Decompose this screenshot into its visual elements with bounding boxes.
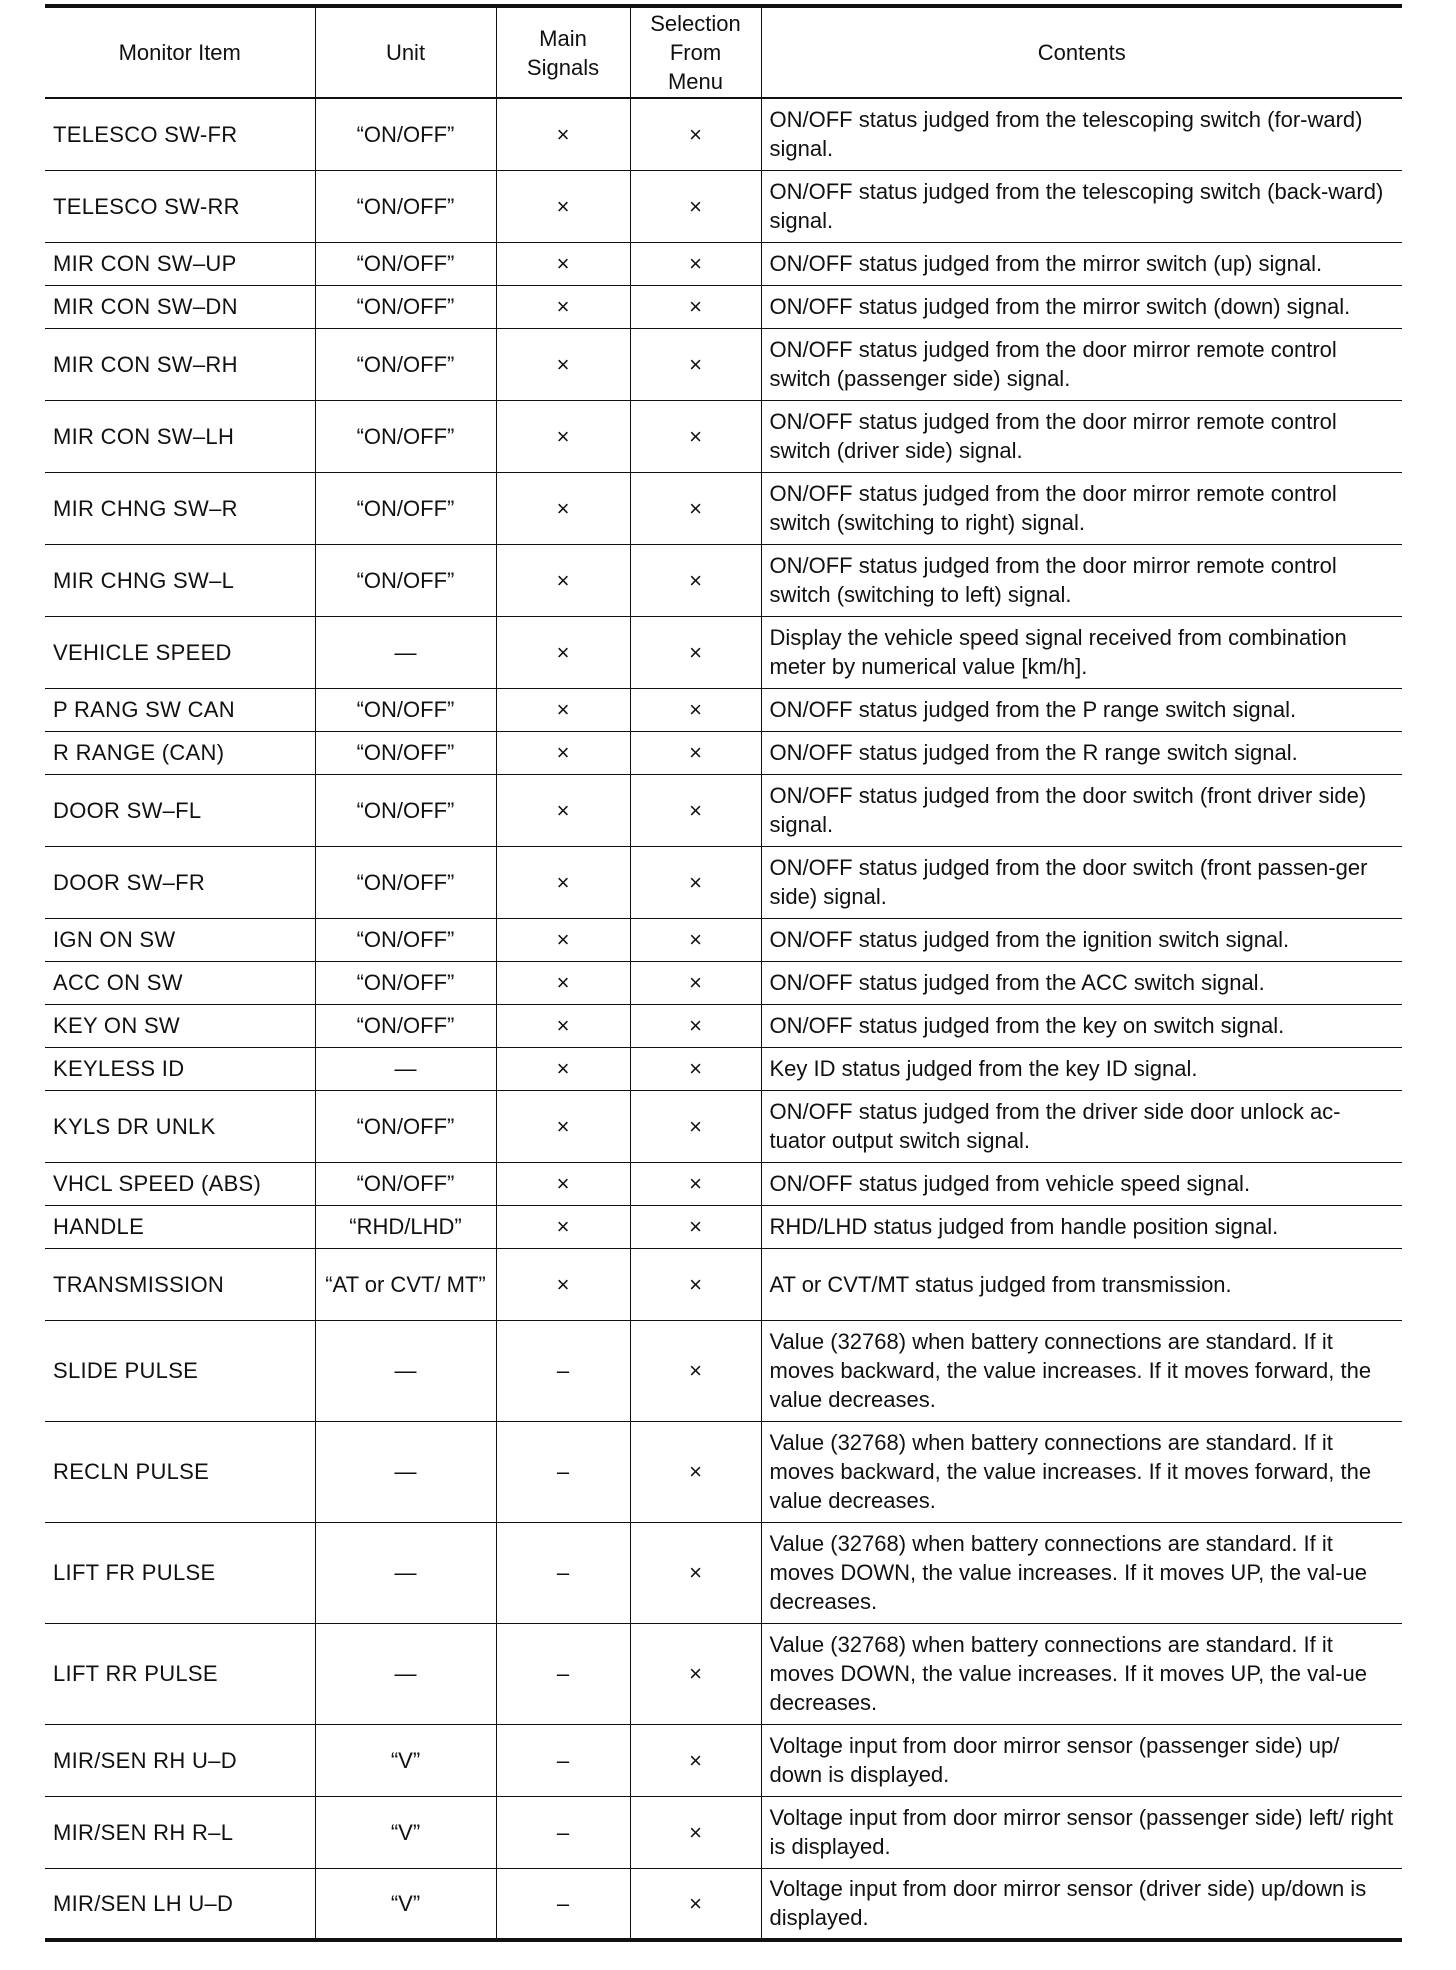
- selection-cell: ×: [630, 472, 761, 544]
- monitor-item-cell: KEY ON SW: [45, 1004, 315, 1047]
- selection-cell: ×: [630, 846, 761, 918]
- unit-cell: —: [315, 616, 496, 688]
- main-signals-cell: ×: [496, 98, 630, 170]
- monitor-item-cell: LIFT RR PULSE: [45, 1623, 315, 1724]
- selection-cell: ×: [630, 774, 761, 846]
- contents-cell: ON/OFF status judged from the P range switch signal.: [761, 688, 1402, 731]
- main-signals-cell: –: [496, 1522, 630, 1623]
- selection-cell: ×: [630, 1320, 761, 1421]
- contents-cell: ON/OFF status judged from the door switch (front passen-ger side) signal.: [761, 846, 1402, 918]
- contents-cell: ON/OFF status judged from the mirror switch (up) signal.: [761, 242, 1402, 285]
- contents-cell: ON/OFF status judged from the door mirror remote control switch (switching to left) signal.: [761, 544, 1402, 616]
- monitor-item-cell: KEYLESS ID: [45, 1047, 315, 1090]
- monitor-item-cell: MIR CON SW–UP: [45, 242, 315, 285]
- contents-cell: Value (32768) when battery connections are standard. If it moves backward, the value increases. If it moves forward, the value decreases.: [761, 1421, 1402, 1522]
- contents-cell: ON/OFF status judged from the telescoping switch (back-ward) signal.: [761, 170, 1402, 242]
- contents-cell: ON/OFF status judged from vehicle speed signal.: [761, 1162, 1402, 1205]
- selection-cell: ×: [630, 242, 761, 285]
- header-main-signals: Main Signals: [496, 6, 630, 98]
- unit-cell: —: [315, 1522, 496, 1623]
- contents-cell: Voltage input from door mirror sensor (passenger side) left/ right is displayed.: [761, 1796, 1402, 1868]
- unit-cell: “RHD/LHD”: [315, 1205, 496, 1248]
- unit-cell: “ON/OFF”: [315, 731, 496, 774]
- selection-cell: ×: [630, 961, 761, 1004]
- table-row: [45, 98, 1402, 170]
- table-row: [45, 1047, 1402, 1090]
- table-row: [45, 1421, 1402, 1522]
- table-row: [45, 328, 1402, 400]
- unit-cell: “ON/OFF”: [315, 918, 496, 961]
- unit-cell: “ON/OFF”: [315, 400, 496, 472]
- monitor-item-cell: HANDLE: [45, 1205, 315, 1248]
- selection-cell: ×: [630, 1796, 761, 1868]
- selection-cell: ×: [630, 1623, 761, 1724]
- header-row: [45, 6, 1402, 98]
- selection-cell: ×: [630, 616, 761, 688]
- main-signals-cell: ×: [496, 170, 630, 242]
- main-signals-cell: ×: [496, 1248, 630, 1320]
- table-row: [45, 1090, 1402, 1162]
- main-signals-cell: ×: [496, 1205, 630, 1248]
- monitor-item-cell: MIR CHNG SW–R: [45, 472, 315, 544]
- selection-cell: ×: [630, 1868, 761, 1940]
- contents-cell: ON/OFF status judged from the R range switch signal.: [761, 731, 1402, 774]
- table-row: [45, 1796, 1402, 1868]
- selection-cell: ×: [630, 1248, 761, 1320]
- unit-cell: “ON/OFF”: [315, 961, 496, 1004]
- monitor-item-cell: MIR CON SW–LH: [45, 400, 315, 472]
- selection-cell: ×: [630, 544, 761, 616]
- table-row: [45, 961, 1402, 1004]
- table-row: [45, 1724, 1402, 1796]
- unit-cell: “ON/OFF”: [315, 688, 496, 731]
- table-row: [45, 688, 1402, 731]
- unit-cell: “V”: [315, 1724, 496, 1796]
- contents-cell: ON/OFF status judged from the door mirror remote control switch (driver side) signal.: [761, 400, 1402, 472]
- monitor-item-cell: DOOR SW–FR: [45, 846, 315, 918]
- selection-cell: ×: [630, 1090, 761, 1162]
- contents-cell: ON/OFF status judged from the driver side door unlock ac-tuator output switch signal.: [761, 1090, 1402, 1162]
- selection-cell: ×: [630, 1522, 761, 1623]
- header-contents: Contents: [761, 6, 1402, 98]
- monitor-item-cell: MIR/SEN RH U–D: [45, 1724, 315, 1796]
- selection-cell: ×: [630, 285, 761, 328]
- contents-cell: ON/OFF status judged from the door switch (front driver side) signal.: [761, 774, 1402, 846]
- selection-cell: ×: [630, 1162, 761, 1205]
- contents-cell: ON/OFF status judged from the ignition switch signal.: [761, 918, 1402, 961]
- table-row: [45, 918, 1402, 961]
- main-signals-cell: ×: [496, 616, 630, 688]
- monitor-item-cell: TELESCO SW-FR: [45, 98, 315, 170]
- unit-cell: “ON/OFF”: [315, 1090, 496, 1162]
- monitor-item-cell: TELESCO SW-RR: [45, 170, 315, 242]
- table-row: [45, 1868, 1402, 1940]
- table-row: [45, 1320, 1402, 1421]
- main-signals-cell: –: [496, 1868, 630, 1940]
- unit-cell: “ON/OFF”: [315, 285, 496, 328]
- selection-cell: ×: [630, 400, 761, 472]
- table-row: [45, 1522, 1402, 1623]
- main-signals-cell: ×: [496, 242, 630, 285]
- main-signals-cell: –: [496, 1724, 630, 1796]
- selection-cell: ×: [630, 1724, 761, 1796]
- unit-cell: “ON/OFF”: [315, 98, 496, 170]
- unit-cell: “V”: [315, 1868, 496, 1940]
- selection-cell: ×: [630, 170, 761, 242]
- unit-cell: “ON/OFF”: [315, 544, 496, 616]
- contents-cell: ON/OFF status judged from the door mirror remote control switch (switching to right) signal.: [761, 472, 1402, 544]
- table-header: [45, 6, 1402, 98]
- main-signals-cell: –: [496, 1320, 630, 1421]
- main-signals-cell: ×: [496, 846, 630, 918]
- unit-cell: —: [315, 1320, 496, 1421]
- main-signals-cell: ×: [496, 774, 630, 846]
- contents-cell: Display the vehicle speed signal received from combination meter by numerical value [km/h].: [761, 616, 1402, 688]
- contents-cell: ON/OFF status judged from the door mirror remote control switch (passenger side) signal.: [761, 328, 1402, 400]
- table-row: [45, 544, 1402, 616]
- monitor-item-cell: MIR CON SW–RH: [45, 328, 315, 400]
- table-row: [45, 242, 1402, 285]
- table-row: [45, 170, 1402, 242]
- main-signals-cell: ×: [496, 1047, 630, 1090]
- monitor-item-cell: MIR CHNG SW–L: [45, 544, 315, 616]
- unit-cell: “ON/OFF”: [315, 1162, 496, 1205]
- monitor-item-table: [45, 4, 1402, 1942]
- table-row: [45, 774, 1402, 846]
- main-signals-cell: ×: [496, 544, 630, 616]
- contents-cell: ON/OFF status judged from the key on switch signal.: [761, 1004, 1402, 1047]
- selection-cell: ×: [630, 731, 761, 774]
- main-signals-cell: ×: [496, 961, 630, 1004]
- table-row: [45, 616, 1402, 688]
- monitor-item-cell: VHCL SPEED (ABS): [45, 1162, 315, 1205]
- monitor-item-cell: DOOR SW–FL: [45, 774, 315, 846]
- main-signals-cell: –: [496, 1421, 630, 1522]
- unit-cell: “ON/OFF”: [315, 774, 496, 846]
- unit-cell: “ON/OFF”: [315, 170, 496, 242]
- table-row: [45, 1004, 1402, 1047]
- monitor-item-cell: KYLS DR UNLK: [45, 1090, 315, 1162]
- main-signals-cell: ×: [496, 472, 630, 544]
- selection-cell: ×: [630, 1421, 761, 1522]
- contents-cell: ON/OFF status judged from the ACC switch signal.: [761, 961, 1402, 1004]
- table-row: [45, 285, 1402, 328]
- table-row: [45, 1248, 1402, 1320]
- table-row: [45, 731, 1402, 774]
- monitor-item-cell: VEHICLE SPEED: [45, 616, 315, 688]
- selection-cell: ×: [630, 328, 761, 400]
- main-signals-cell: ×: [496, 400, 630, 472]
- selection-cell: ×: [630, 918, 761, 961]
- main-signals-cell: ×: [496, 731, 630, 774]
- contents-cell: Voltage input from door mirror sensor (passenger side) up/ down is displayed.: [761, 1724, 1402, 1796]
- selection-cell: ×: [630, 688, 761, 731]
- header-unit: Unit: [315, 6, 496, 98]
- monitor-item-cell: MIR/SEN RH R–L: [45, 1796, 315, 1868]
- unit-cell: “ON/OFF”: [315, 846, 496, 918]
- contents-cell: AT or CVT/MT status judged from transmission.: [761, 1248, 1402, 1320]
- table-row: [45, 1623, 1402, 1724]
- monitor-item-cell: TRANSMISSION: [45, 1248, 315, 1320]
- monitor-item-cell: P RANG SW CAN: [45, 688, 315, 731]
- contents-cell: ON/OFF status judged from the telescoping switch (for-ward) signal.: [761, 98, 1402, 170]
- unit-cell: “ON/OFF”: [315, 1004, 496, 1047]
- monitor-item-cell: MIR/SEN LH U–D: [45, 1868, 315, 1940]
- contents-cell: Key ID status judged from the key ID signal.: [761, 1047, 1402, 1090]
- unit-cell: “ON/OFF”: [315, 472, 496, 544]
- main-signals-cell: ×: [496, 1004, 630, 1047]
- main-signals-cell: ×: [496, 918, 630, 961]
- header-monitor-item: Monitor Item: [118, 40, 241, 65]
- unit-cell: “V”: [315, 1796, 496, 1868]
- monitor-item-cell: IGN ON SW: [45, 918, 315, 961]
- table-row: [45, 1205, 1402, 1248]
- table-row: [45, 472, 1402, 544]
- main-signals-cell: ×: [496, 1162, 630, 1205]
- table-body: [45, 98, 1402, 1940]
- unit-cell: —: [315, 1623, 496, 1724]
- monitor-item-cell: ACC ON SW: [45, 961, 315, 1004]
- table-row: [45, 1162, 1402, 1205]
- main-signals-cell: –: [496, 1796, 630, 1868]
- unit-cell: “AT or CVT/ MT”: [315, 1248, 496, 1320]
- contents-cell: RHD/LHD status judged from handle position signal.: [761, 1205, 1402, 1248]
- selection-cell: ×: [630, 1047, 761, 1090]
- header-selection-from-menu: Selection From Menu: [630, 6, 761, 98]
- unit-cell: —: [315, 1047, 496, 1090]
- main-signals-cell: ×: [496, 688, 630, 731]
- contents-cell: Voltage input from door mirror sensor (driver side) up/down is displayed.: [761, 1868, 1402, 1940]
- selection-cell: ×: [630, 1205, 761, 1248]
- monitor-item-cell: LIFT FR PULSE: [45, 1522, 315, 1623]
- monitor-item-cell: R RANGE (CAN): [45, 731, 315, 774]
- monitor-item-cell: SLIDE PULSE: [45, 1320, 315, 1421]
- main-signals-cell: ×: [496, 285, 630, 328]
- main-signals-cell: –: [496, 1623, 630, 1724]
- selection-cell: ×: [630, 98, 761, 170]
- table-row: [45, 400, 1402, 472]
- selection-cell: ×: [630, 1004, 761, 1047]
- contents-cell: Value (32768) when battery connections are standard. If it moves DOWN, the value increases. If it moves UP, the val-ue decreases.: [761, 1522, 1402, 1623]
- unit-cell: —: [315, 1421, 496, 1522]
- contents-cell: Value (32768) when battery connections are standard. If it moves backward, the value increases. If it moves forward, the value decreases.: [761, 1320, 1402, 1421]
- table-row: [45, 846, 1402, 918]
- unit-cell: “ON/OFF”: [315, 328, 496, 400]
- monitor-item-cell: RECLN PULSE: [45, 1421, 315, 1522]
- contents-cell: Value (32768) when battery connections are standard. If it moves DOWN, the value increases. If it moves UP, the val-ue decreases.: [761, 1623, 1402, 1724]
- unit-cell: “ON/OFF”: [315, 242, 496, 285]
- monitor-item-cell: MIR CON SW–DN: [45, 285, 315, 328]
- main-signals-cell: ×: [496, 1090, 630, 1162]
- main-signals-cell: ×: [496, 328, 630, 400]
- contents-cell: ON/OFF status judged from the mirror switch (down) signal.: [761, 285, 1402, 328]
